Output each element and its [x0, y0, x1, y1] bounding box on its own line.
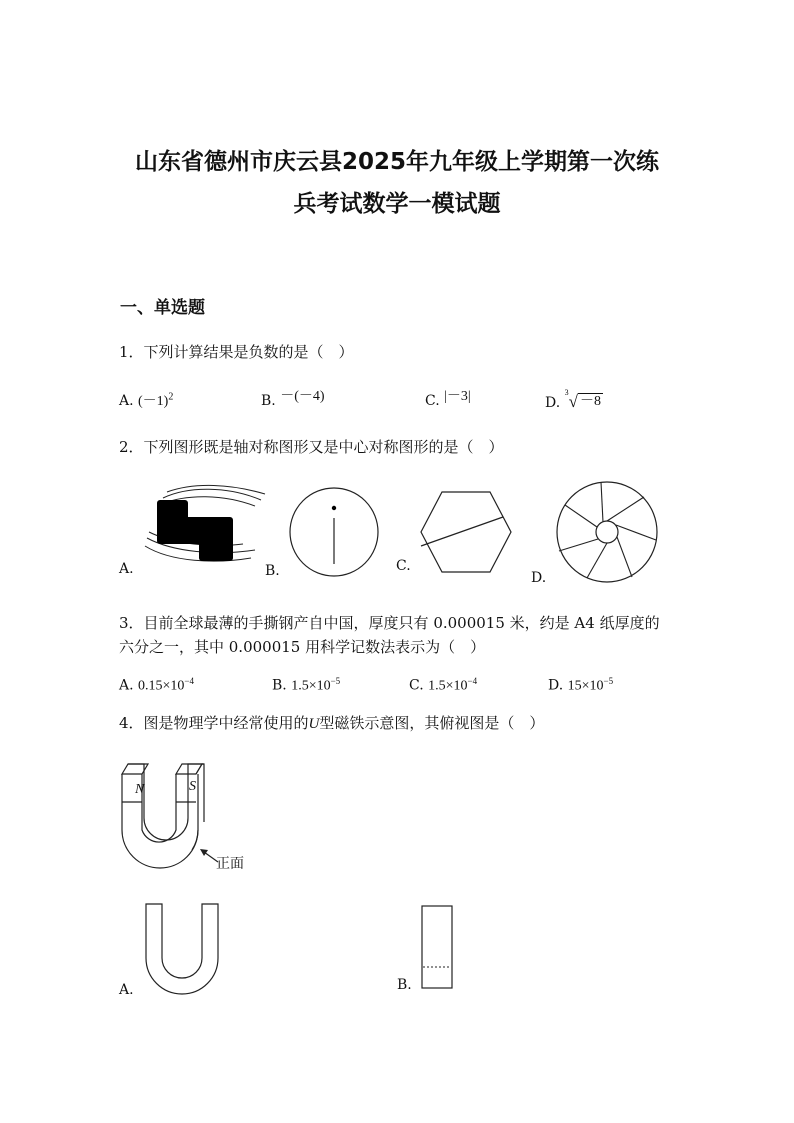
front-view-label: 正面 [216, 856, 244, 872]
q3-option-c[interactable] [409, 676, 477, 695]
q1-option-d[interactable] [545, 388, 603, 412]
q2-option-c-label[interactable]: C. [396, 558, 411, 574]
q2-figure-d [555, 480, 659, 584]
radical-sign: √ [568, 392, 578, 411]
q1-option-a-exp: 2 [168, 391, 174, 403]
q3-option-b[interactable] [272, 676, 340, 695]
q3-option-a-mantissa: 0.15×10 [138, 678, 185, 694]
question-3-stem-line-2: 六分之一，其中 0.000015 用科学记数法表示为（ ） [119, 638, 486, 656]
q1-option-c-label: C. [425, 393, 440, 409]
q1-option-a-label: A. [119, 393, 134, 409]
page-title-line-1: 山东省德州市庆云县2025年九年级上学期第一次练 [134, 149, 659, 175]
q3-option-a-label: A. [119, 677, 134, 694]
q3-option-b-exp: −5 [330, 676, 341, 686]
q3-option-c-label: C. [409, 677, 424, 694]
section-heading: 一、单选题 [120, 298, 205, 318]
q1-option-a-expr: (－1) [138, 394, 169, 409]
q3-option-d-exp: −5 [603, 676, 614, 686]
q2-option-b-label[interactable]: B. [265, 563, 280, 579]
q2-figure-c [419, 490, 513, 574]
magnet-south-label: S [189, 779, 196, 794]
q3-option-b-mantissa: 1.5×10 [291, 678, 331, 694]
q1-option-c-expr: |－3| [444, 389, 471, 404]
q1-option-d-index: 3 [564, 388, 569, 398]
q2-figure-b [288, 486, 380, 578]
q3-option-d[interactable] [548, 676, 613, 695]
question-1-stem: 1．下列计算结果是负数的是（ ） [119, 343, 354, 361]
q1-option-d-radicand: －8 [579, 394, 601, 409]
page-title-line-2: 兵考试数学一模试题 [293, 191, 501, 217]
question-4-stem-var: U [308, 716, 320, 732]
q4-figure-a [144, 902, 220, 994]
question-4-stem-pre: 4．图是物理学中经常使用的 [119, 714, 309, 732]
q1-option-b[interactable] [261, 390, 325, 410]
q1-option-d-label: D. [545, 395, 561, 411]
q3-option-d-mantissa: 15×10 [567, 678, 604, 694]
q2-option-a-label[interactable]: A. [119, 561, 134, 577]
question-4-stem-post: 型磁铁示意图，其俯视图是（ ） [319, 714, 545, 732]
q1-option-c[interactable] [425, 390, 471, 410]
q4-option-b-label[interactable]: B. [397, 977, 412, 993]
q3-option-b-label: B. [272, 677, 287, 694]
q4-option-a-label[interactable]: A. [119, 982, 134, 998]
q1-option-a[interactable] [119, 390, 173, 410]
q2-figure-a [143, 488, 273, 568]
q3-option-d-label: D. [548, 677, 564, 694]
q4-figure-b [421, 905, 453, 989]
q3-option-c-mantissa: 1.5×10 [428, 678, 468, 694]
question-3-stem-line-1: 3．目前全球最薄的手撕钢产自中国，厚度只有 0.000015 米，约是 A4 纸厚度的 [119, 614, 660, 632]
question-4-stem [119, 711, 544, 736]
q1-option-b-expr: －(－4) [280, 389, 325, 404]
question-2-stem: 2．下列图形既是轴对称图形又是中心对称图形的是（ ） [119, 438, 504, 456]
q1-option-b-label: B. [261, 393, 276, 409]
q3-option-a-exp: −4 [184, 676, 194, 686]
q2-option-d-label[interactable]: D. [531, 570, 547, 586]
q3-option-a[interactable] [119, 676, 194, 695]
q3-option-c-exp: −4 [467, 676, 478, 686]
magnet-north-label: N [135, 782, 145, 797]
